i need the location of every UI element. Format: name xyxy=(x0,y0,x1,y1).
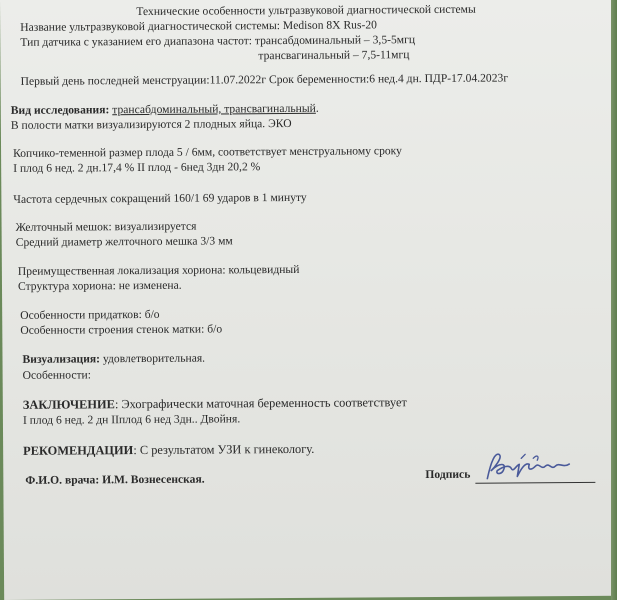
adnexa-line: Особенности придатков: б/о xyxy=(20,307,160,322)
conclusion-line-2: I плод 6 нед. 2 дн IIплод 6 нед 3дн.. Двойня. xyxy=(22,412,241,427)
doctor-label: Ф.И.О. врача: xyxy=(25,473,100,487)
study-type-label: Вид исследования: xyxy=(10,103,110,117)
visualization-line xyxy=(22,352,205,367)
probe-type: Тип датчика с указанием его диапазона частот: трансабдоминальный – 3,5-5мгц xyxy=(20,33,416,49)
dates-line: Первый день последней менструации:11.07.2022г Срок беременности:6 нед.4 дн. ПДР-17.04.2023г xyxy=(20,71,509,88)
yolk-sac-line: Желточный мешок: визуализируется xyxy=(15,219,197,234)
chorion-location: Преимущественная локализация хориона: кольцевидный xyxy=(17,262,300,278)
signature-label: Подпись xyxy=(425,467,471,482)
system-name: Название ультразвуковой диагностической системы: Medison 8X Rus-20 xyxy=(20,18,377,34)
uterus-line: В полости матки визуализируются 2 плодных яйца. ЭКО xyxy=(10,116,292,132)
visualization-label: Визуализация: xyxy=(22,352,101,366)
uterine-walls-line: Особенности строения стенок матки: б/о xyxy=(20,322,223,337)
recommendations-line xyxy=(23,442,314,458)
signature-image xyxy=(481,448,581,485)
study-type xyxy=(11,102,319,118)
background-edge xyxy=(611,0,617,600)
visualization-value: удовлетворительная. xyxy=(99,351,206,366)
doctor-line xyxy=(25,473,204,488)
probe-transvaginal: трансвагинальный – 7,5-11мгц xyxy=(258,48,410,63)
features-line: Особенности: xyxy=(22,368,92,382)
chorion-structure: Структура хориона: не изменена. xyxy=(17,278,182,293)
conclusion-line xyxy=(23,395,407,412)
study-type-dot: . xyxy=(315,101,319,115)
conclusion-text: : Эхографически маточная беременность соответствует xyxy=(114,395,407,412)
doc-title: Технические особенности ультразвуковой диагностической системы xyxy=(136,2,476,19)
yolk-diameter-line: Средний диаметр желточного мешка 3/3 мм xyxy=(15,234,233,249)
doctor-name: И.М. Вознесенская. xyxy=(99,472,205,487)
crl-fetus-line: I плод 6 нед. 2 дн.17,4 % II плод - 6нед 3дн 20,2 % xyxy=(13,160,261,175)
conclusion-label: ЗАКЛЮЧЕНИЕ xyxy=(22,397,115,412)
study-type-value: трансабдоминальный, трансвагинальный xyxy=(112,101,316,117)
recommendations-label: РЕКОМЕНДАЦИИ xyxy=(23,443,134,458)
crl-line: Копчико-теменной размер плода 5 / 6мм, соответствует менструальному сроку xyxy=(13,144,402,160)
heart-rate-line: Частота сердечных сокращений 160/1 69 ударов в 1 минуту xyxy=(13,190,307,206)
recommendations-text: : С результатом УЗИ к гинекологу. xyxy=(133,441,315,458)
